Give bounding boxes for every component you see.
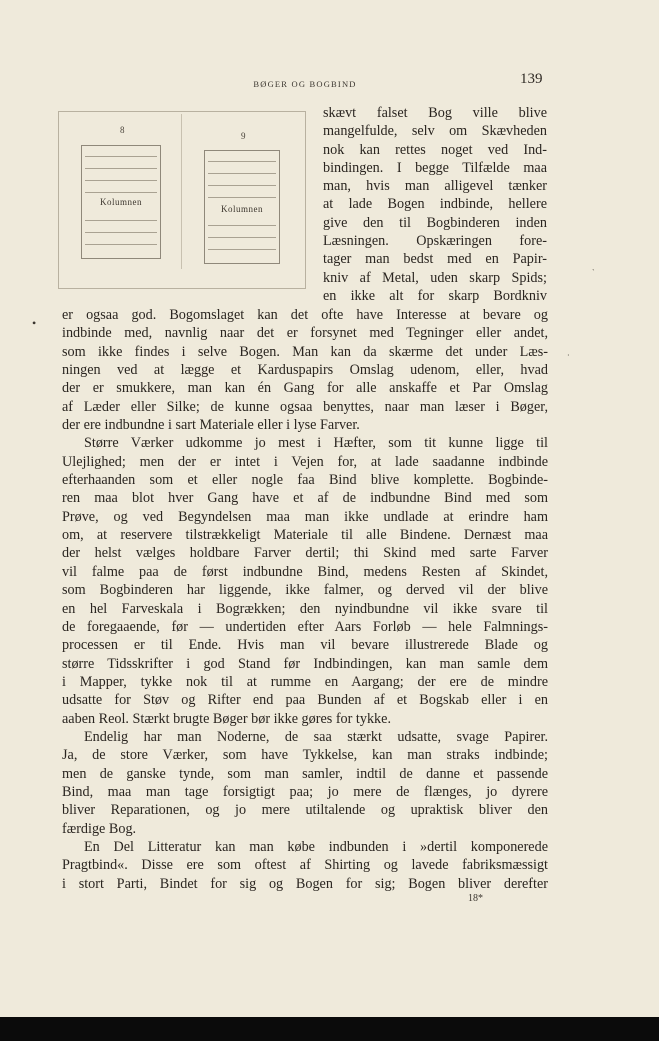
text-line: bindingen. I begge Tilfælde maa	[323, 159, 547, 176]
text-line: af Læder eller Silke; de kunne ogsaa benyttes, naar man læser i Bøger,	[62, 398, 548, 415]
text-line: Bind, maa man tage forsigtigt paa; jo mere de flænges, jo dyrere	[62, 783, 548, 800]
text-line: aaben Reol. Stærkt brugte Bøger bør ikke gøres for tykke.	[62, 710, 391, 727]
text-line: men de ganske tynde, som man samler, indtil de danne et passende	[62, 765, 548, 782]
text-line: som ikke findes i selve Bogen. Man kan da skærme det under Læs-	[62, 343, 548, 360]
text-line: processen er til Ende. Hvis man vil bevare illustrerede Blade og	[62, 637, 548, 654]
text-line: give den til Bogbinderen inden	[323, 214, 547, 231]
text-line: Endelig har man Noderne, de saa stærkt udsatte, svage Papirer.	[84, 728, 548, 745]
text-line: man, hvis man alligevel tænker	[323, 178, 547, 195]
text-line: Prøve, og ved Begyndelsen maa man ikke undlade at erindre ham	[62, 508, 548, 525]
column-diagram-right	[204, 150, 280, 264]
column-figure	[58, 111, 306, 289]
page-number: 139	[520, 71, 543, 87]
text-line: nok kan rettes noget ved Ind-	[323, 141, 547, 158]
figure-number-right: 9	[241, 131, 246, 141]
text-line: at lade Bogen indbinde, hellere	[323, 196, 547, 213]
text-line: ren maa blot hver Gang have et af de indbundne Bind med som	[62, 490, 548, 507]
margin-tick-icon: ˋ	[592, 268, 595, 277]
text-line: er ogsaa god. Bogomslaget kan det ofte have Interesse at bevare og	[62, 307, 548, 323]
text-line: Læsningen. Opskæringen fore-	[323, 233, 547, 250]
text-line: vil falme paa de først indbundne Bind, medens Resten af Skindet,	[62, 563, 548, 580]
text-line: ningen ved at lægge et Karduspapirs Omslag udenom, eller, hvad	[62, 362, 548, 379]
text-line: som Bogbinderen har liggende, ikke falmer, og derved vil der blive	[62, 582, 548, 599]
margin-mark-icon: •	[32, 316, 37, 330]
text-line: der helst vælges holdbare Farver dertil; thi Skind med sarte Farver	[62, 545, 548, 562]
text-line: i Mapper, tykke nok til at rumme en Aargang; der ere de mindre	[62, 673, 548, 690]
text-line: en hel Farveskala i Bogrækken; den nyindbundne vil ikke svare til	[62, 600, 548, 617]
text-line: kniv af Metal, uden skarp Spids;	[323, 269, 547, 286]
wrapped-paragraph	[323, 104, 547, 305]
text-line: en ikke alt for skarp Bordkniv	[323, 287, 547, 304]
text-line: Ja, de store Værker, som have Tykkelse, kan man straks indbinde;	[62, 747, 548, 764]
figure-divider	[181, 114, 182, 269]
text-line: større Tidsskrifter i god Stand før Indbindingen, kan man samle dem	[62, 655, 548, 672]
figure-number-left: 8	[120, 125, 125, 135]
text-line: En Del Litteratur kan man købe indbunden i »dertil komponerede	[84, 838, 548, 855]
text-line: i stort Parti, Bindet for sig og Bogen for sig; Bogen bliver derefter	[62, 875, 548, 892]
text-line: Pragtbind«. Disse ere som oftest af Shirting og lavede fabriksmæssigt	[62, 857, 548, 874]
body-text	[62, 306, 548, 893]
scan-bottom-edge	[0, 1017, 659, 1041]
text-line: bliver Reparationen, og jo mere utiltalende og upraktisk bliver den	[62, 802, 548, 819]
signature-mark: 18*	[468, 893, 483, 904]
running-title: BØGER OG BOGBIND	[253, 79, 357, 89]
text-line: der ere indbundne i sart Materiale eller i lyse Farver.	[62, 417, 360, 434]
text-line: der er smukkere, man kan én Gang for alle anskaffe et Par Omslag	[62, 380, 548, 397]
margin-dot-icon: ·	[567, 351, 570, 360]
text-line: Større Værker udkomme jo mest i Hæfter, som tit kunne ligge til	[84, 435, 548, 452]
text-line: færdige Bog.	[62, 820, 137, 837]
text-line: udsatte for Støv og Rifter end paa Bunden af et Bogskab eller i en	[62, 692, 548, 709]
text-line: efterhaanden som et eller nogle faa Bind blive komplette. Bogbinde-	[62, 472, 548, 489]
text-line: mangelfulde, selv om Skævheden	[323, 123, 547, 140]
text-line: om, at reservere tilstrækkeligt Materiale til alle Bindene. Dernæst maa	[62, 527, 548, 544]
column-label-right: Kolumnen	[205, 204, 279, 214]
text-line: tager man bedst med en Papir-	[323, 251, 547, 268]
text-line: de foregaaende, før — undertiden efter Aars Forløb — hele Falmnings-	[62, 618, 548, 635]
text-line: indbinde med, navnlig naar det er forsynet med Tegninger eller andet,	[62, 325, 548, 342]
column-label-left: Kolumnen	[82, 197, 160, 207]
text-line: skævt falset Bog ville blive	[323, 105, 547, 121]
text-line: Ulejlighed; men der er intet i Vejen for, at lade saadanne indbinde	[62, 453, 548, 470]
column-diagram-left	[81, 145, 161, 259]
